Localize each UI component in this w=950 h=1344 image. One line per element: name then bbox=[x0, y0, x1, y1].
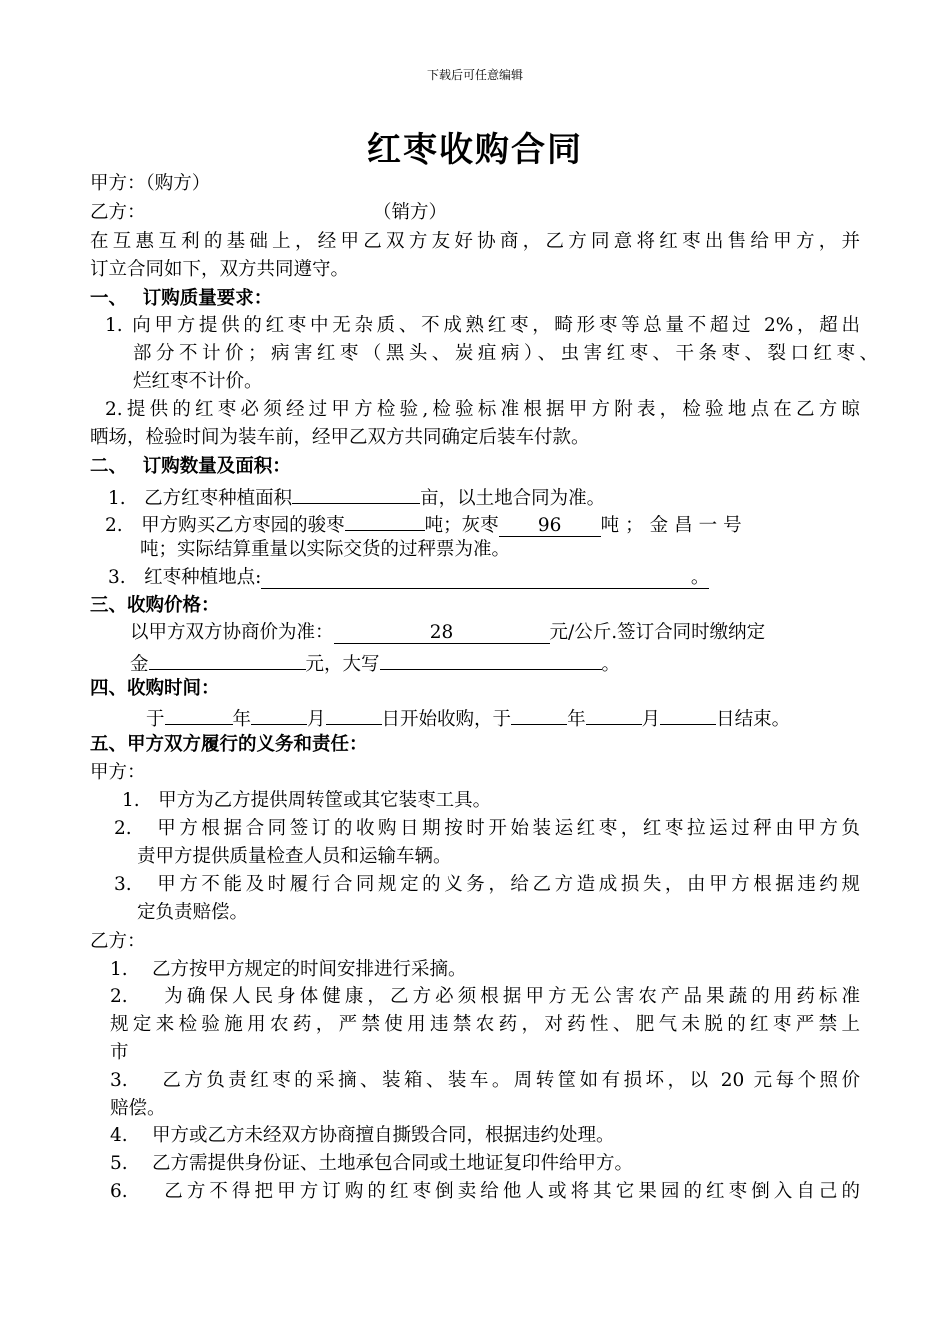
section-2-title: 二、 订购数量及面积： bbox=[90, 456, 291, 477]
b-item1: 1. 乙方按甲方规定的时间安排进行采摘。 bbox=[110, 959, 467, 980]
s2-item3 bbox=[108, 564, 709, 592]
header-note: 下载后可任意编辑 bbox=[426, 68, 523, 82]
s4-text-e: 年 bbox=[567, 709, 586, 730]
s2-item2-mid1: 吨；灰枣 bbox=[424, 515, 499, 536]
s4-line bbox=[146, 702, 790, 734]
location-blank[interactable] bbox=[261, 566, 709, 589]
s2-item2-label: 2. 甲方购买乙方枣园的骏枣 bbox=[105, 515, 345, 536]
s4-text-a: 于 bbox=[146, 709, 165, 730]
s1-item2-line1: 2.提供的红枣必须经过甲方检验,检验标准根据甲方附表，检验地点在乙方晾 bbox=[105, 399, 860, 420]
start-day-blank[interactable] bbox=[326, 702, 382, 725]
s4-text-f: 月 bbox=[641, 709, 661, 730]
party-a-duties-label: 甲方： bbox=[90, 762, 146, 783]
area-blank[interactable] bbox=[292, 481, 420, 504]
section-1-title: 一、 订购质量要求： bbox=[90, 288, 273, 309]
intro-line-1: 在互惠互利的基础上，经甲乙双方友好协商，乙方同意将红枣出售给甲方，并 bbox=[90, 231, 860, 252]
junzao-tons-blank[interactable] bbox=[345, 508, 425, 531]
a-item3-line1: 3. 甲方不能及时履行合同规定的义务，给乙方造成损失，由甲方根据违约规 bbox=[114, 874, 860, 895]
s3-line1-label: 以甲方双方协商价为准： bbox=[130, 622, 334, 643]
start-month-blank[interactable] bbox=[251, 702, 307, 725]
document-title: 红枣收购合同 bbox=[367, 130, 583, 170]
s2-item3-label: 3. 红枣种植地点: bbox=[108, 567, 262, 588]
a-item2-line1: 2. 甲方根据合同签订的收购日期按时开始装运红枣，红枣拉运过秤由甲方负 bbox=[114, 818, 860, 839]
start-year-blank[interactable] bbox=[165, 702, 233, 725]
end-day-blank[interactable] bbox=[660, 702, 716, 725]
s1-item1-line2: 部分不计价；病害红枣（黑头、炭疽病）、虫害红枣、干条枣、裂口红枣、 bbox=[133, 343, 878, 364]
b-item5: 5. 乙方需提供身份证、土地承包合同或土地证复印件给甲方。 bbox=[110, 1153, 634, 1174]
s4-text-b: 年 bbox=[232, 709, 252, 730]
end-year-blank[interactable] bbox=[511, 702, 567, 725]
deposit-capital-blank[interactable] bbox=[380, 647, 602, 670]
party-b-role: （销方） bbox=[373, 202, 448, 223]
s1-item1-line3: 烂红枣不计价。 bbox=[133, 371, 263, 392]
deposit-blank[interactable] bbox=[149, 647, 306, 670]
s3-line2-suffix: 。 bbox=[601, 654, 621, 675]
s3-line2-label: 金 bbox=[130, 654, 149, 675]
b-item4: 4. 甲方或乙方未经双方协商擅自撕毁合同，根据违约处理。 bbox=[110, 1125, 615, 1146]
s2-item2-mid2: 吨；金昌一号 bbox=[600, 515, 748, 536]
party-b-duties-label: 乙方： bbox=[90, 931, 146, 952]
s3-line1-suffix: 元/公斤.签订合同时缴纳定 bbox=[549, 622, 766, 643]
s3-line1 bbox=[130, 619, 765, 647]
s4-text-c: 月 bbox=[307, 709, 326, 730]
s1-item1-line1: 1. 向甲方提供的红枣中无杂质、不成熟红枣，畸形枣等总量不超过 2%，超出 bbox=[105, 315, 860, 336]
location-period: 。 bbox=[690, 567, 710, 588]
a-item3-line2: 定负责赔偿。 bbox=[137, 902, 249, 923]
s2-item2-cont: 吨；实际结算重量以实际交货的过秤票为准。 bbox=[140, 539, 511, 560]
party-b-label: 乙方： bbox=[90, 202, 146, 223]
section-5-title: 五、甲方双方履行的义务和责任： bbox=[90, 734, 368, 755]
s2-item1-label: 1. 乙方红枣种植面积 bbox=[108, 488, 293, 509]
s3-line2-mid: 元，大写 bbox=[305, 654, 380, 675]
s4-text-g: 日结束。 bbox=[716, 709, 791, 730]
huizao-tons-value[interactable]: 96 bbox=[499, 514, 601, 537]
price-value[interactable]: 28 bbox=[334, 621, 550, 644]
b-item2-line2: 规定来检验施用农药，严禁使用违禁农药，对药性、肥气未脱的红枣严禁上 bbox=[110, 1014, 860, 1035]
end-month-blank[interactable] bbox=[586, 702, 642, 725]
a-item2-line2: 责甲方提供质量检查人员和运输车辆。 bbox=[137, 846, 452, 867]
b-item3-line2: 赔偿。 bbox=[110, 1098, 166, 1119]
a-item1: 1. 甲方为乙方提供周转筐或其它装枣工具。 bbox=[122, 790, 492, 811]
b-item2-line3: 市 bbox=[110, 1042, 129, 1063]
party-a-line: 甲方：（购方） bbox=[90, 173, 211, 194]
b-item6-line1: 6. 乙方不得把甲方订购的红枣倒卖给他人或将其它果园的红枣倒入自己的 bbox=[110, 1181, 860, 1202]
section-3-title: 三、收购价格： bbox=[90, 595, 220, 616]
b-item2-line1: 2. 为确保人民身体健康，乙方必须根据甲方无公害农产品果蔬的用药标准 bbox=[110, 986, 860, 1007]
section-4-title: 四、收购时间： bbox=[90, 678, 220, 699]
s4-text-d: 日开始收购，于 bbox=[381, 709, 512, 730]
b-item3-line1: 3. 乙方负责红枣的采摘、装箱、装车。周转筐如有损坏，以 20 元每个照价 bbox=[110, 1070, 860, 1091]
intro-line-2: 订立合同如下，双方共同遵守。 bbox=[90, 259, 350, 280]
party-b-line bbox=[90, 199, 450, 227]
s2-item1-suffix: 亩，以土地合同为准。 bbox=[420, 488, 606, 509]
s1-item2-line2: 晒场，检验时间为装车前，经甲乙双方共同确定后装车付款。 bbox=[90, 427, 590, 448]
